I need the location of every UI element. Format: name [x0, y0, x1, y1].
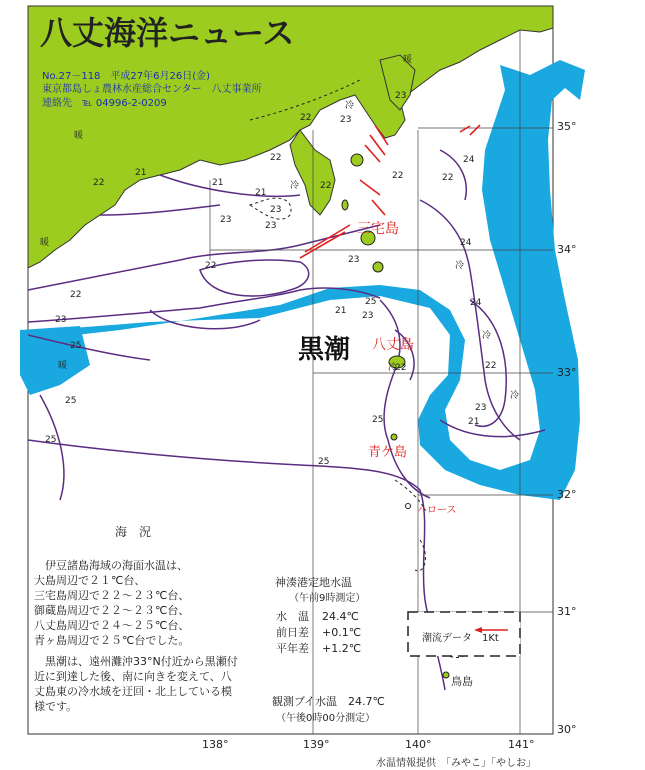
- svg-text:22: 22: [442, 173, 454, 183]
- svg-text:23: 23: [362, 311, 374, 321]
- svg-text:22: 22: [270, 153, 282, 163]
- svg-text:様です。: 様です。: [34, 700, 78, 713]
- svg-text:冷: 冷: [510, 391, 520, 401]
- lat-31: 31°: [557, 605, 577, 618]
- svg-text:21: 21: [135, 168, 147, 178]
- svg-text:21: 21: [468, 417, 480, 427]
- svg-text:冷: 冷: [482, 331, 492, 341]
- torishima-label: 鳥島: [451, 675, 473, 688]
- svg-text:暖: 暖: [74, 131, 84, 141]
- buoy-temp-time: （午後0時00分測定）: [276, 713, 376, 724]
- svg-text:23: 23: [265, 221, 277, 231]
- svg-text:23: 23: [270, 205, 282, 215]
- lat-35: 35°: [557, 120, 577, 133]
- svg-text:22: 22: [300, 113, 312, 123]
- svg-text:24: 24: [470, 298, 482, 308]
- svg-text:暖: 暖: [58, 361, 68, 371]
- credit: 水温情報提供 「みやこ」「やしお」: [376, 758, 536, 769]
- svg-text:24: 24: [463, 155, 475, 165]
- svg-text:丈島東の冷水域を迂回・北上している模: 丈島東の冷水域を迂回・北上している模: [34, 685, 232, 698]
- svg-text:伊豆諸島海域の海面水温は、: 伊豆諸島海域の海面水温は、: [45, 559, 188, 572]
- issue-publisher: 東京都島しょ農林水産総合センター 八丈事業所: [42, 84, 262, 95]
- kuroshio-label: 黒潮: [298, 335, 351, 365]
- svg-text:21: 21: [335, 306, 347, 316]
- svg-text:23: 23: [220, 215, 232, 225]
- svg-text:21: 21: [212, 178, 224, 188]
- svg-text:水 温: 水 温: [276, 610, 309, 623]
- svg-text:八丈島周辺で２４～２５℃台、: 八丈島周辺で２４～２５℃台、: [34, 619, 190, 632]
- svg-text:25: 25: [372, 415, 384, 425]
- aogashima-island: [391, 434, 397, 440]
- lat-30: 30°: [557, 723, 577, 736]
- svg-text:22: 22: [93, 178, 105, 188]
- harosu-label: ハロース: [417, 505, 457, 516]
- sea-conditions-heading: 海 況: [115, 525, 152, 539]
- svg-text:24: 24: [460, 238, 472, 248]
- svg-text:25: 25: [65, 396, 77, 406]
- svg-text:25: 25: [70, 341, 82, 351]
- lon-139: 139°: [303, 738, 330, 751]
- port-temp-time: （午前9時測定）: [289, 593, 366, 604]
- svg-text:冷: 冷: [345, 101, 355, 111]
- svg-text:22: 22: [205, 261, 217, 271]
- svg-text:25: 25: [45, 435, 57, 445]
- svg-text:平年差: 平年差: [276, 642, 309, 655]
- svg-text:冷: 冷: [388, 363, 398, 373]
- svg-text:冷: 冷: [455, 261, 465, 271]
- port-temp-title: 神湊港定地水温: [275, 576, 352, 589]
- svg-text:23: 23: [348, 255, 360, 265]
- miyake-label: 三宅島: [357, 221, 399, 237]
- buoy-temp-title: 観測ブイ水温 24.7℃: [272, 695, 385, 708]
- svg-text:御蔵島周辺で２２～２３℃台、: 御蔵島周辺で２２～２３℃台、: [34, 604, 190, 617]
- svg-text:24.4℃: 24.4℃: [322, 610, 359, 623]
- svg-text:25: 25: [318, 457, 330, 467]
- lat-33: 33°: [557, 366, 577, 379]
- svg-text:22: 22: [485, 361, 497, 371]
- svg-text:23: 23: [475, 403, 487, 413]
- svg-text:23: 23: [55, 315, 67, 325]
- svg-text:前日差: 前日差: [276, 626, 309, 639]
- svg-text:22: 22: [320, 181, 332, 191]
- svg-text:近に到達した後、南に向きを変えて、八: 近に到達した後、南に向きを変えて、八: [34, 670, 232, 683]
- svg-text:+0.1℃: +0.1℃: [322, 626, 362, 639]
- lon-141: 141°: [508, 738, 535, 751]
- current-legend: [408, 612, 520, 656]
- svg-text:+1.2℃: +1.2℃: [322, 642, 362, 655]
- hachijo-label: 八丈島: [372, 337, 414, 353]
- svg-text:青ヶ島周辺で２５℃台でした。: 青ヶ島周辺で２５℃台でした。: [34, 634, 190, 647]
- svg-text:23: 23: [395, 91, 407, 101]
- lat-32: 32°: [557, 488, 577, 501]
- svg-text:冷: 冷: [290, 181, 300, 191]
- svg-text:22: 22: [70, 290, 82, 300]
- lat-34: 34°: [557, 243, 577, 256]
- legend-label: 潮流データ: [422, 633, 472, 644]
- svg-text:暖: 暖: [40, 238, 50, 248]
- lon-labels: [202, 738, 535, 751]
- svg-text:三宅島周辺で２２～２３℃台、: 三宅島周辺で２２～２３℃台、: [34, 589, 190, 602]
- svg-text:暖: 暖: [403, 55, 413, 65]
- svg-text:22: 22: [395, 363, 407, 373]
- svg-text:25: 25: [365, 297, 377, 307]
- legend-speed: 1Kt: [482, 633, 499, 644]
- page-title: 八丈海洋ニュース: [40, 14, 295, 52]
- svg-text:22: 22: [392, 171, 404, 181]
- issue-contact: 連絡先 ℡ 04996-2-0209: [42, 98, 167, 109]
- aogashima-label: 青ケ島: [368, 445, 408, 460]
- issue-number: No.27－118 平成27年6月26日(金): [42, 71, 211, 82]
- svg-text:大島周辺で２１℃台、: 大島周辺で２１℃台、: [34, 574, 146, 587]
- svg-text:21: 21: [255, 188, 267, 198]
- lon-138: 138°: [202, 738, 229, 751]
- svg-text:23: 23: [340, 115, 352, 125]
- lon-140: 140°: [405, 738, 432, 751]
- torishima-island: [443, 672, 449, 678]
- svg-text:黒潮は、遠州灘沖33°N付近から黒瀬付: 黒潮は、遠州灘沖33°N付近から黒瀬付: [34, 655, 238, 668]
